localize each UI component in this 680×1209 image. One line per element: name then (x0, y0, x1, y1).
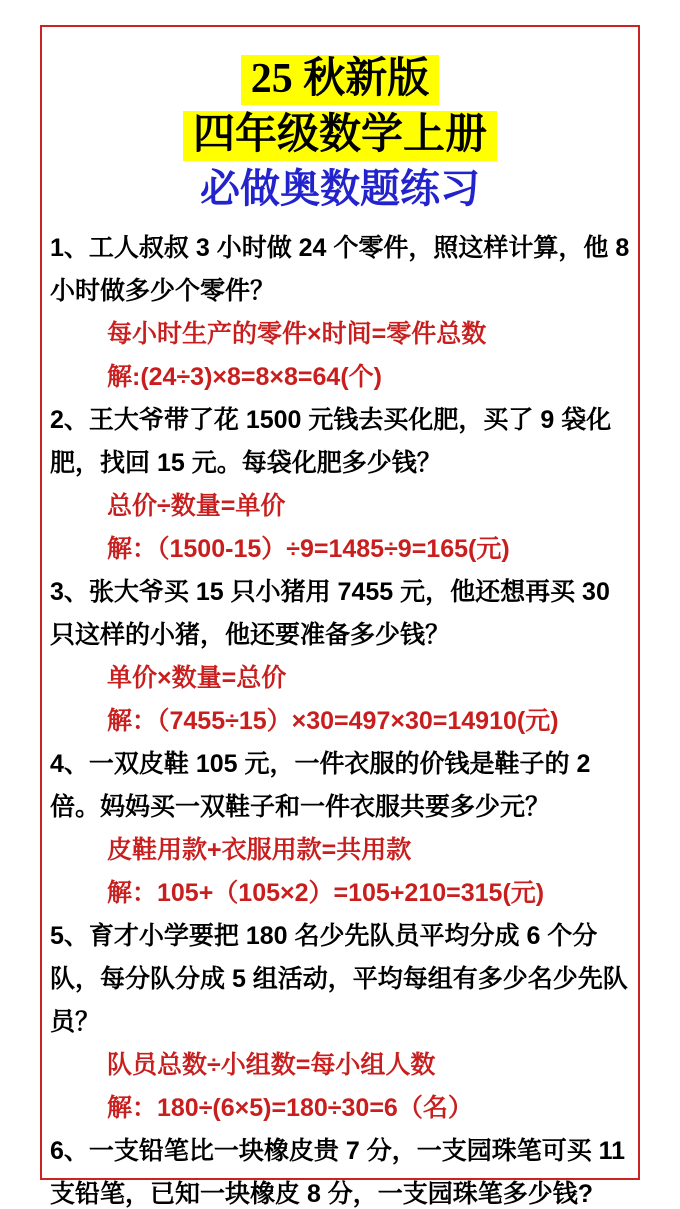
problem-3-solution: 解：（7455÷15）×30=497×30=14910(元) (107, 707, 559, 736)
problem-6-question: 6、一支铅笔比一块橡皮贵 7 分，一支园珠笔可买 11 支铅笔，已知一块橡皮 8 分，一支园珠笔多少钱? (50, 1137, 626, 1209)
title-line-2 (42, 111, 638, 161)
problem-1-solution: 解:(24÷3)×8=8×8=64(个) (107, 363, 382, 392)
problem-5-formula: 队员总数÷小组数=每小组人数 (107, 1051, 436, 1080)
red-border-frame (40, 25, 640, 1209)
problem-2-solution: 解：（1500-15）÷9=1485÷9=165(元) (107, 535, 510, 564)
title-edition-highlight: 25 秋新版 (241, 55, 440, 105)
problem-5-question: 5、育才小学要把 180 名少先队员平均分成 6 个分队，每分队分成 5 组活动，平均每组有多少名少先队员？ (50, 922, 628, 1037)
problem-2 (50, 399, 630, 571)
problem-1-formula: 每小时生产的零件×时间=零件总数 (107, 320, 487, 349)
problem-4-question: 4、一双皮鞋 105 元，一件衣服的价钱是鞋子的 2 倍。妈妈买一双鞋子和一件衣服共要多少元？ (50, 750, 591, 822)
problem-2-formula: 总价÷数量=单价 (107, 492, 286, 521)
worksheet-header (42, 27, 638, 211)
title-line-3: 必做奥数题练习 (200, 166, 480, 212)
problem-3-question: 3、张大爷买 15 只小猪用 7455 元，他还想再买 30 只这样的小猪，他还要准备多少钱？ (50, 578, 610, 650)
problem-1 (50, 227, 630, 399)
title-grade-highlight: 四年级数学上册 (183, 111, 497, 161)
problem-3 (50, 571, 630, 743)
problem-6 (50, 1130, 630, 1209)
problems-list (42, 217, 638, 1209)
problem-4-solution: 解：105+（105×2）=105+210=315(元) (107, 879, 545, 908)
problem-5-solution: 解：180÷(6×5)=180÷30=6（名） (107, 1094, 473, 1123)
problem-4-formula: 皮鞋用款+衣服用款=共用款 (107, 836, 412, 865)
problem-2-question: 2、王大爷带了花 1500 元钱去买化肥，买了 9 袋化肥，找回 15 元。每袋化肥多少钱？ (50, 406, 612, 478)
title-line-1 (42, 55, 638, 105)
problem-5 (50, 915, 630, 1130)
problem-3-formula: 单价×数量=总价 (107, 664, 287, 693)
problem-4 (50, 743, 630, 915)
problem-1-question: 1、工人叔叔 3 小时做 24 个零件，照这样计算，他 8 小时做多少个零件？ (50, 234, 630, 306)
